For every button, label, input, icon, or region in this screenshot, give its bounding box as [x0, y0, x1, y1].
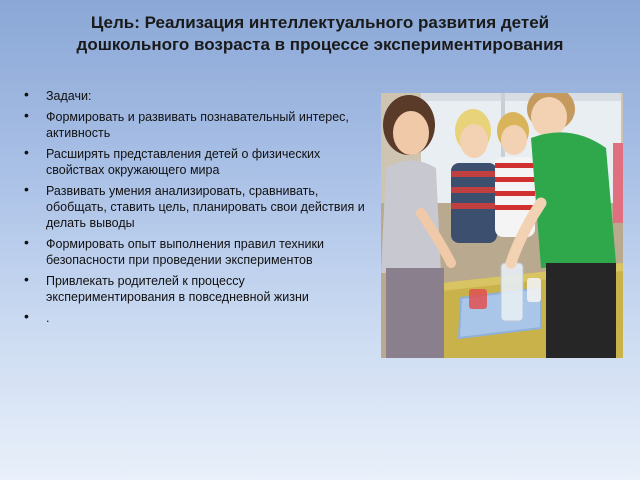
task-text: Формировать опыт выполнения правил техники безопасности при проведении экспериментов — [46, 237, 324, 267]
task-item — [20, 109, 375, 141]
task-item — [20, 88, 375, 104]
bullet-icon: • — [24, 86, 29, 102]
task-item — [20, 310, 375, 326]
task-text: Расширять представления детей о физических свойствах окружающего мира — [46, 147, 321, 177]
bullet-icon: • — [24, 144, 29, 160]
bullet-icon: • — [24, 107, 29, 123]
slide-title: Цель: Реализация интеллектуального развития детей дошкольного возраста в процессе экспериментирования — [76, 13, 564, 54]
task-text: Привлекать родителей к процессу экспериментирования в повседневной жизни — [46, 274, 309, 304]
children-experiment-photo — [381, 93, 623, 358]
bullet-icon: • — [24, 308, 29, 324]
bullet-icon: • — [24, 234, 29, 250]
task-text: . — [46, 311, 50, 325]
task-text: Задачи: — [46, 89, 92, 103]
task-text: Развивать умения анализировать, сравнивать, обобщать, ставить цель, планировать свои действия и делать выводы — [46, 184, 365, 230]
task-item — [20, 236, 375, 268]
task-item — [20, 183, 375, 231]
bullet-icon: • — [24, 181, 29, 197]
task-item — [20, 273, 375, 305]
task-item — [20, 146, 375, 178]
children-experiment-illustration — [381, 93, 623, 358]
task-list — [20, 88, 375, 331]
bullet-icon: • — [24, 271, 29, 287]
task-text: Формировать и развивать познавательный интерес, активность — [46, 110, 349, 140]
